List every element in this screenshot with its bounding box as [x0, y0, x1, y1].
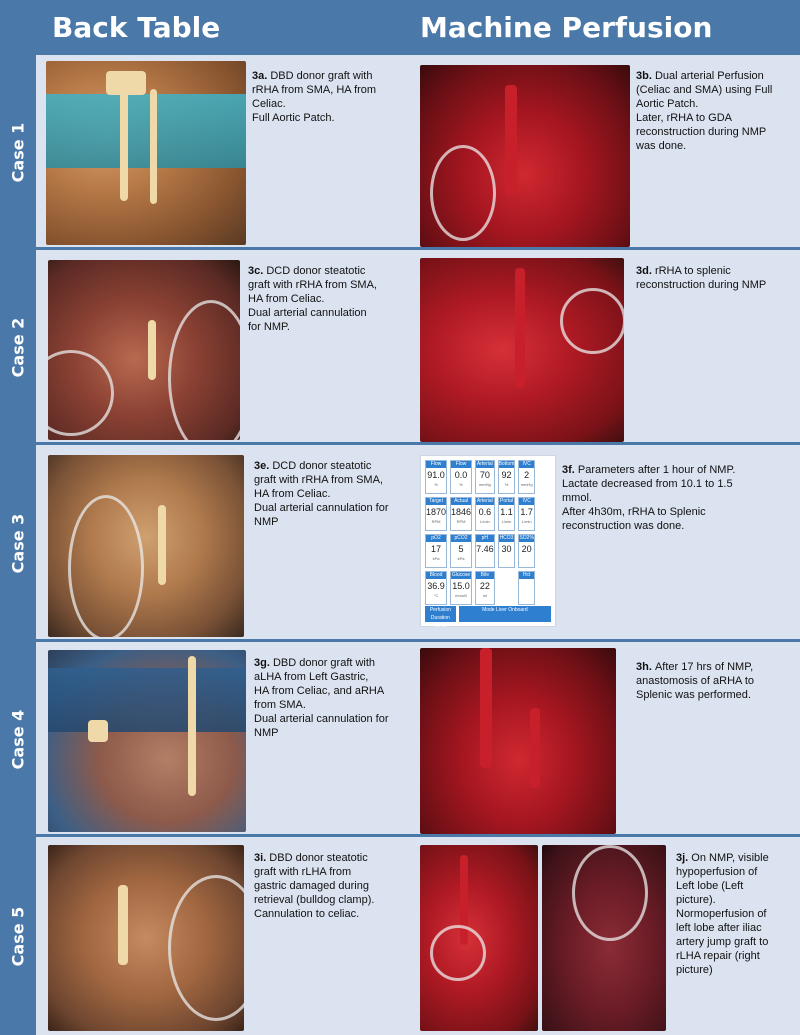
monitor-cell — [450, 571, 472, 605]
monitor-cell-label: Bile — [476, 572, 494, 579]
case-label-4: Case 4 — [8, 709, 28, 770]
monitor-cell — [518, 534, 534, 568]
case-row-3 — [36, 445, 800, 642]
monitor-cell-label: IVC — [519, 461, 533, 468]
monitor-cell — [475, 571, 495, 605]
monitor-cell-value: 5 — [458, 544, 464, 554]
desc-3a: 3a. DBD donor graft with rRHA from SMA, HA from Celiac. Full Aortic Patch. — [252, 70, 377, 124]
desc-3b: 3b. Dual arterial Perfusion (Celiac and SMA) using Full Aortic Patch. Later, rRHA to GDA reconstruction during NMP was done. — [636, 70, 773, 152]
monitor-cell-value: 92 — [501, 470, 512, 480]
monitor-cell-label: Bottom — [498, 461, 515, 467]
photo-3i — [48, 845, 244, 1031]
photo-3g — [48, 650, 246, 832]
monitor-cell-label: SO2% — [519, 535, 534, 541]
monitor-cell — [518, 571, 534, 605]
monitor-cell-value: 36.9 — [427, 581, 445, 591]
monitor-cell — [498, 460, 516, 494]
perfusion-mode: Mode Liver Onboard — [459, 606, 551, 622]
photo-3h — [420, 648, 616, 834]
monitor-cell-label: Target — [426, 498, 446, 505]
monitor-cell — [518, 497, 534, 531]
photo-3j-right — [542, 845, 666, 1031]
desc-3c: 3c. DCD donor steatotic graft with rRHA from SMA, HA from Celiac. Dual arterial cannulation for NMP. — [248, 265, 377, 333]
photo-3e — [48, 455, 244, 637]
monitor-cell-value: 22 — [479, 581, 490, 591]
monitor-cell — [475, 460, 495, 494]
monitor-cell — [475, 534, 495, 568]
case-row-5 — [36, 837, 800, 1035]
monitor-cell-value: 0.6 — [478, 507, 492, 517]
monitor-cell-unit: mmHg — [520, 482, 533, 487]
monitor-cell-label: Flow — [451, 461, 471, 468]
monitor-cell-unit: RPM — [431, 519, 441, 524]
monitor-cell-label: HCO3 — [499, 535, 514, 541]
monitor-cell-label: pCO2 — [451, 535, 471, 542]
photo-3d — [420, 258, 624, 442]
desc-3f: 3f. Parameters after 1 hour of NMP. Lactate decreased from 10.1 to 1.5 mmol. After 4h30m, rRHA to Splenic reconstruction was done. — [562, 464, 736, 532]
monitor-cell-label: Blood — [426, 572, 446, 579]
monitor-cell-value: 17 — [431, 544, 442, 554]
monitor-cell-unit: ml — [482, 593, 487, 598]
monitor-cell — [425, 497, 447, 531]
case-label-2: Case 2 — [8, 317, 28, 378]
monitor-cell — [450, 460, 472, 494]
monitor-cell — [498, 534, 516, 568]
monitor-cell-label: Hct — [519, 572, 533, 579]
monitor-cell-value: 1846 — [451, 507, 472, 517]
monitor-cell-label: Arterial — [476, 498, 493, 504]
header-back-table: Back Table — [52, 11, 221, 44]
monitor-cell-label: Portal — [499, 498, 514, 504]
monitor-cell-unit: °C — [433, 593, 439, 598]
monitor-cell-value: 1870 — [426, 507, 447, 517]
case-row-1 — [36, 55, 800, 250]
monitor-cell-value: 30 — [501, 544, 512, 554]
monitor-cell-value: 70 — [479, 470, 490, 480]
monitor-cell-label: Actual — [451, 498, 471, 505]
monitor-cell-unit: L/min — [521, 519, 532, 524]
monitor-cell-label: pO2 — [426, 535, 446, 542]
monitor-cell-value: 0.0 — [454, 470, 468, 480]
monitor-cell-value: 7.46 — [476, 544, 494, 554]
header-machine-perfusion: Machine Perfusion — [420, 11, 713, 44]
monitor-cell-unit: L/min — [479, 519, 490, 524]
photo-3c — [48, 260, 240, 440]
monitor-cell-value: 15.0 — [452, 581, 470, 591]
desc-3d: 3d. rRHA to splenic reconstruction during NMP — [636, 265, 767, 291]
monitor-cell — [518, 460, 534, 494]
monitor-cell — [450, 497, 472, 531]
monitor-cell-unit: RPM — [456, 519, 466, 524]
monitor-cell-unit: kPa — [432, 556, 440, 561]
monitor-cell-unit: % — [459, 482, 463, 487]
monitor-cell-label: Arterial — [476, 461, 493, 467]
desc-3h: 3h. After 17 hrs of NMP, anastomosis of aRHA to Splenic was performed. — [636, 661, 755, 701]
photo-3b — [420, 65, 630, 247]
monitor-cell-unit: mmHg — [478, 482, 491, 487]
monitor-cell — [425, 534, 447, 568]
monitor-cell-value: 20 — [521, 544, 532, 554]
monitor-cell — [475, 497, 495, 531]
monitor-cell-unit: kPa — [457, 556, 465, 561]
case-row-4 — [36, 642, 800, 837]
monitor-cell — [450, 534, 472, 568]
monitor-cell-label: IVC — [519, 498, 533, 505]
case-row-2 — [36, 250, 800, 445]
monitor-cell — [498, 497, 516, 531]
monitor-cell-value: 91.0 — [427, 470, 445, 480]
desc-3i: 3i. DBD donor steatotic graft with rLHA from gastric damaged during retrieval (bulldog clamp). Cannulation to celiac. — [254, 852, 375, 920]
monitor-cell-unit: % — [504, 482, 509, 487]
monitor-cell-label: Glucose — [451, 572, 471, 578]
monitor-cell — [425, 460, 447, 494]
desc-3j: 3j. On NMP, visible hypoperfusion of Left lobe (Left picture). Normoperfusion of left lobe after iliac artery jump graft to rLHA repair (right picture) — [676, 852, 769, 976]
perfusion-duration: Perfusion Duration 01:02 — [425, 606, 456, 622]
monitor-cell-label: pH — [476, 535, 494, 542]
desc-3g: 3g. DBD donor graft with aLHA from Left Gastric, HA from Celiac, and aRHA from SMA. Dual arterial cannulation for NMP — [254, 657, 389, 739]
monitor-cell-unit: L/min — [501, 519, 512, 524]
monitor-cell-value: 1.1 — [500, 507, 513, 517]
photo-3j-left — [420, 845, 538, 1031]
case-label-1: Case 1 — [8, 122, 28, 183]
monitor-cell-label: Flow — [426, 461, 446, 468]
desc-3e: 3e. DCD donor steatotic graft with rRHA from SMA, HA from Celiac. Dual arterial cannulation for NMP — [254, 460, 389, 528]
case-label-3: Case 3 — [8, 513, 28, 574]
monitor-cell-value: 1.7 — [520, 507, 533, 517]
photo-3a — [46, 61, 246, 245]
nmp-parameters-display — [420, 455, 556, 627]
case-label-5: Case 5 — [8, 906, 28, 966]
monitor-cell-value: 2 — [524, 470, 530, 480]
monitor-cell — [425, 571, 447, 605]
monitor-cell-unit: % — [434, 482, 438, 487]
monitor-cell-unit: mmol/l — [455, 593, 467, 598]
